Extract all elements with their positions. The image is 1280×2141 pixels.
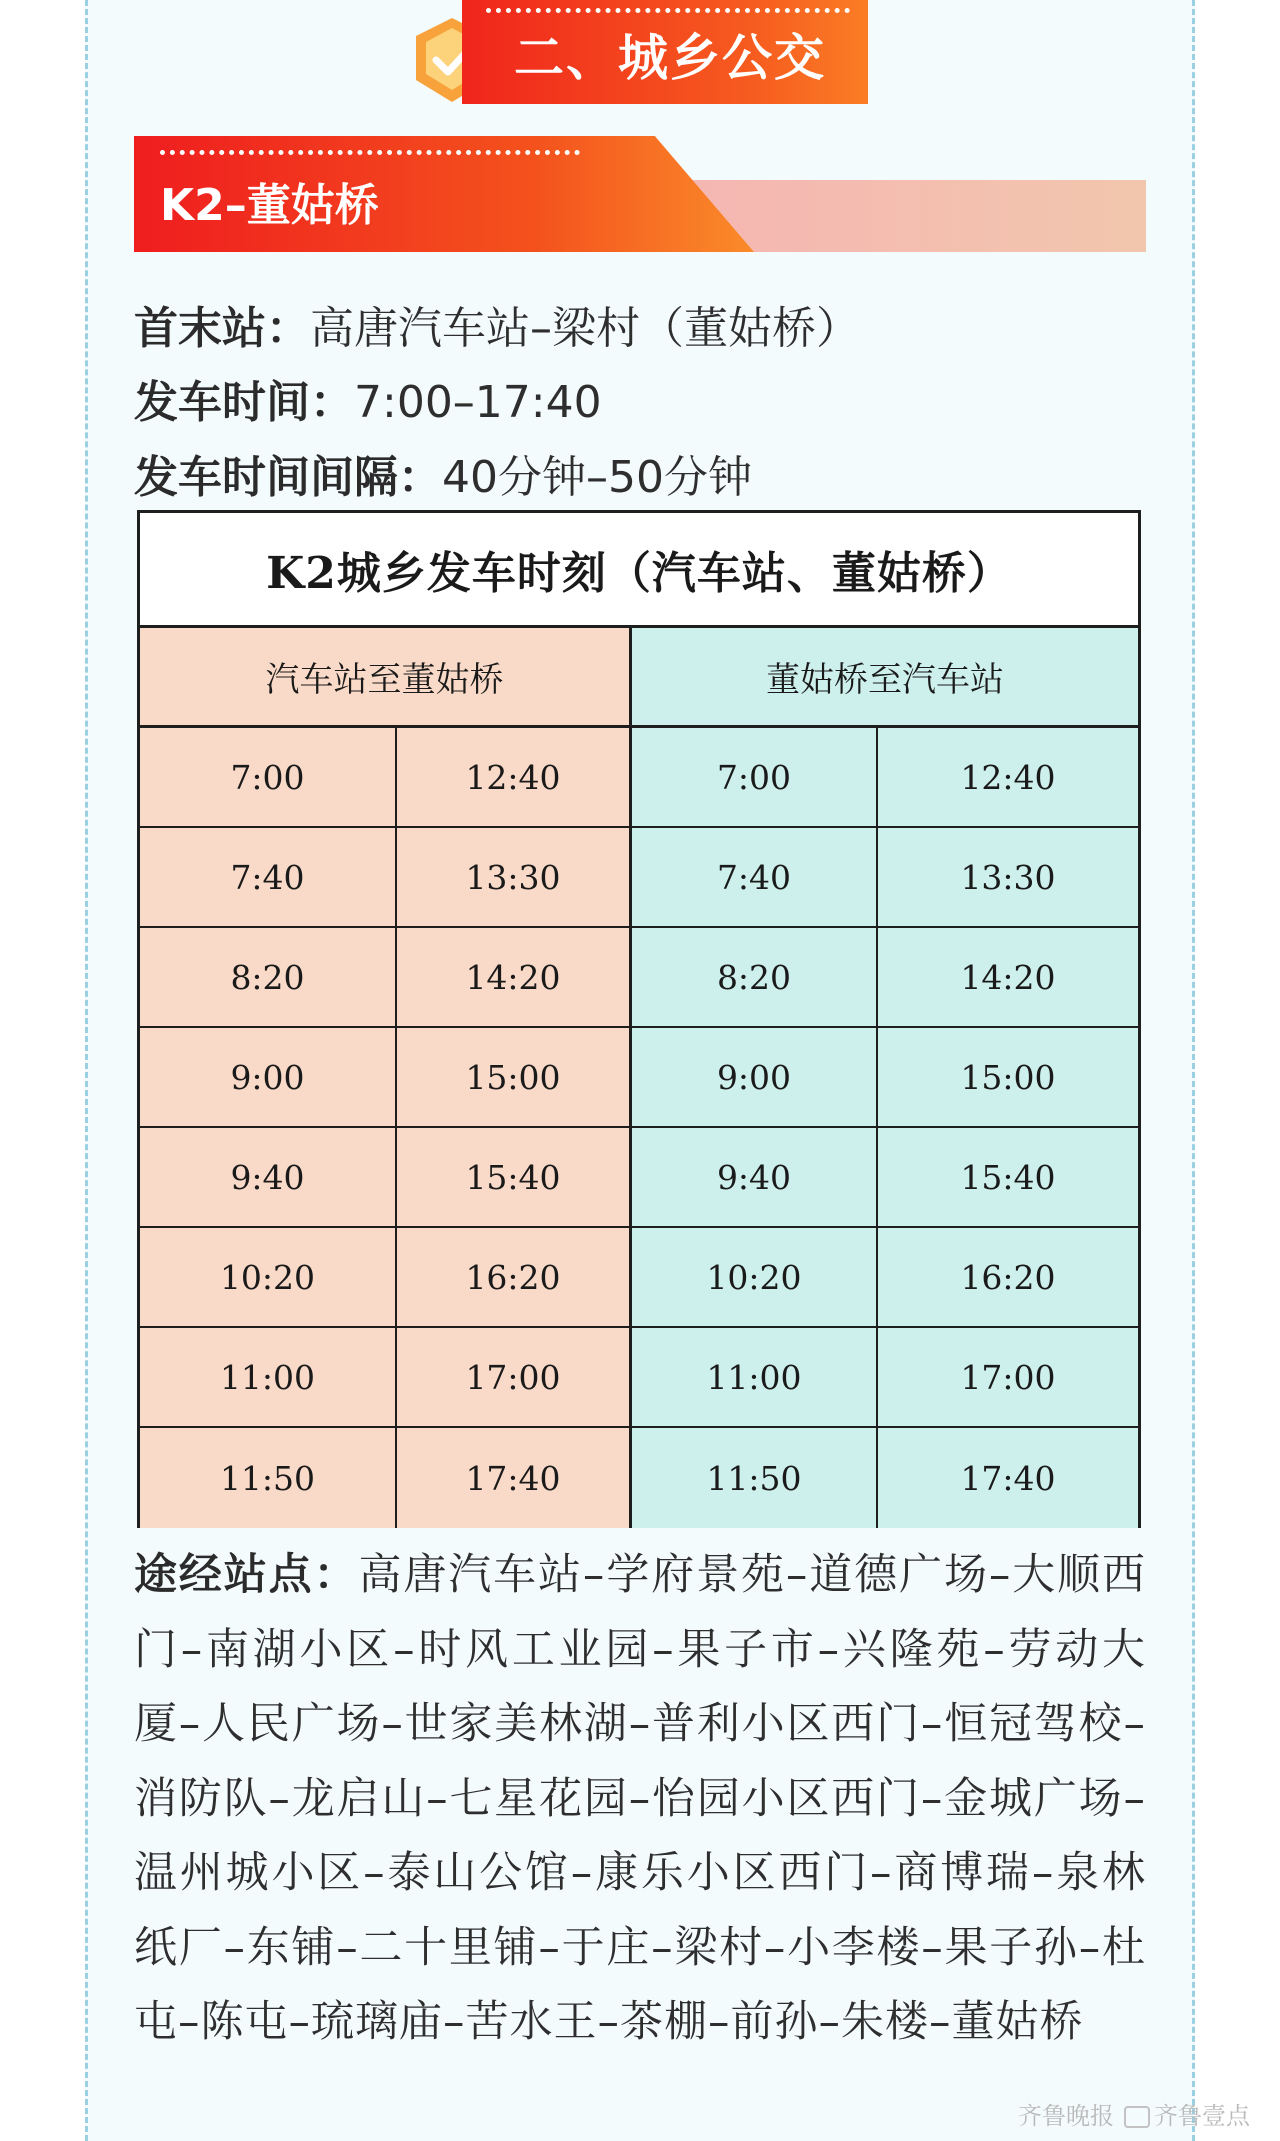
table-row [140,1428,1138,1528]
watermark-left: 齐鲁晚报 [1018,2102,1114,2130]
outbound-time-cell: 11:50 [140,1428,397,1528]
table-row [140,1228,1138,1328]
outbound-time-cell: 14:20 [397,928,632,1028]
section-title-text: 二、城乡公交 [514,29,826,87]
outbound-time-cell: 17:00 [397,1328,632,1428]
outbound-time-cell: 13:30 [397,828,632,928]
inbound-time-cell: 14:20 [878,928,1138,1028]
inbound-time-cell: 8:20 [632,928,878,1028]
interval-value: 40分钟–50分钟 [442,452,752,503]
table-row [140,1328,1138,1428]
inbound-time-cell: 17:00 [878,1328,1138,1428]
timetable-header-outbound: 汽车站至董姑桥 [140,628,632,728]
inbound-time-cell: 13:30 [878,828,1138,928]
inbound-time-cell: 15:00 [878,1028,1138,1128]
stops-paragraph [134,1538,1146,2060]
inbound-time-cell: 17:40 [878,1428,1138,1528]
inbound-time-cell: 12:40 [878,728,1138,828]
timetable-title: K2城乡发车时刻（汽车站、董姑桥） [140,513,1138,628]
table-row [140,728,1138,828]
app-icon [1124,2106,1150,2128]
inbound-time-cell: 7:00 [632,728,878,828]
inbound-time-cell: 11:50 [632,1428,878,1528]
table-row [140,1028,1138,1128]
stops-value: 高唐汽车站–学府景苑–道德广场–大顺西门–南湖小区–时风工业园–果子市–兴隆苑–劳动大厦–人民广场–世家美林湖–普利小区西门–恒冠驾校–消防队–龙启山–七星花园–怡园小区西门–金城广场–温州城小区–泰山公馆–康乐小区西门–商博瑞–泉林纸厂–东铺–二十里铺–于庄–梁村–小李楼–果子孙–杜屯–陈屯–琉璃庙–苦水王–茶棚–前孙–朱楼–董姑桥 [134,1550,1147,2047]
timetable-grid [140,728,1138,1528]
table-row [140,828,1138,928]
table-row [140,1128,1138,1228]
timetable [137,510,1141,1528]
decorative-dots [486,8,850,13]
hours-value: 7:00–17:40 [354,377,602,428]
interval-label: 发车时间间隔： [134,452,442,503]
outbound-time-cell: 9:00 [140,1028,397,1128]
stops-label: 途经站点： [134,1550,359,1600]
inbound-time-cell: 9:40 [632,1128,878,1228]
timetable-header-inbound: 董姑桥至汽车站 [632,628,1138,728]
terminals-line [134,292,860,356]
outbound-time-cell: 17:40 [397,1428,632,1528]
outbound-time-cell: 15:40 [397,1128,632,1228]
outbound-time-cell: 16:20 [397,1228,632,1328]
interval-line [134,441,752,505]
decorative-dots [160,150,580,155]
outbound-time-cell: 7:40 [140,828,397,928]
inbound-time-cell: 15:40 [878,1128,1138,1228]
outbound-time-cell: 11:00 [140,1328,397,1428]
watermark [1018,2096,1250,2131]
terminals-label: 首末站： [134,303,310,354]
outbound-time-cell: 8:20 [140,928,397,1028]
outbound-time-cell: 15:00 [397,1028,632,1128]
hours-line [134,366,602,430]
inbound-time-cell: 16:20 [878,1228,1138,1328]
inbound-time-cell: 11:00 [632,1328,878,1428]
outbound-time-cell: 12:40 [397,728,632,828]
inbound-time-cell: 7:40 [632,828,878,928]
terminals-value: 高唐汽车站–梁村（董姑桥） [310,303,860,354]
section-title [462,0,868,104]
route-header [134,136,1146,252]
hours-label: 发车时间： [134,377,354,428]
inbound-time-cell: 9:00 [632,1028,878,1128]
route-name: K2–董姑桥 [160,180,379,231]
inbound-time-cell: 10:20 [632,1228,878,1328]
outbound-time-cell: 9:40 [140,1128,397,1228]
outbound-time-cell: 7:00 [140,728,397,828]
outbound-time-cell: 10:20 [140,1228,397,1328]
table-row [140,928,1138,1028]
watermark-right: 齐鲁壹点 [1154,2102,1250,2130]
